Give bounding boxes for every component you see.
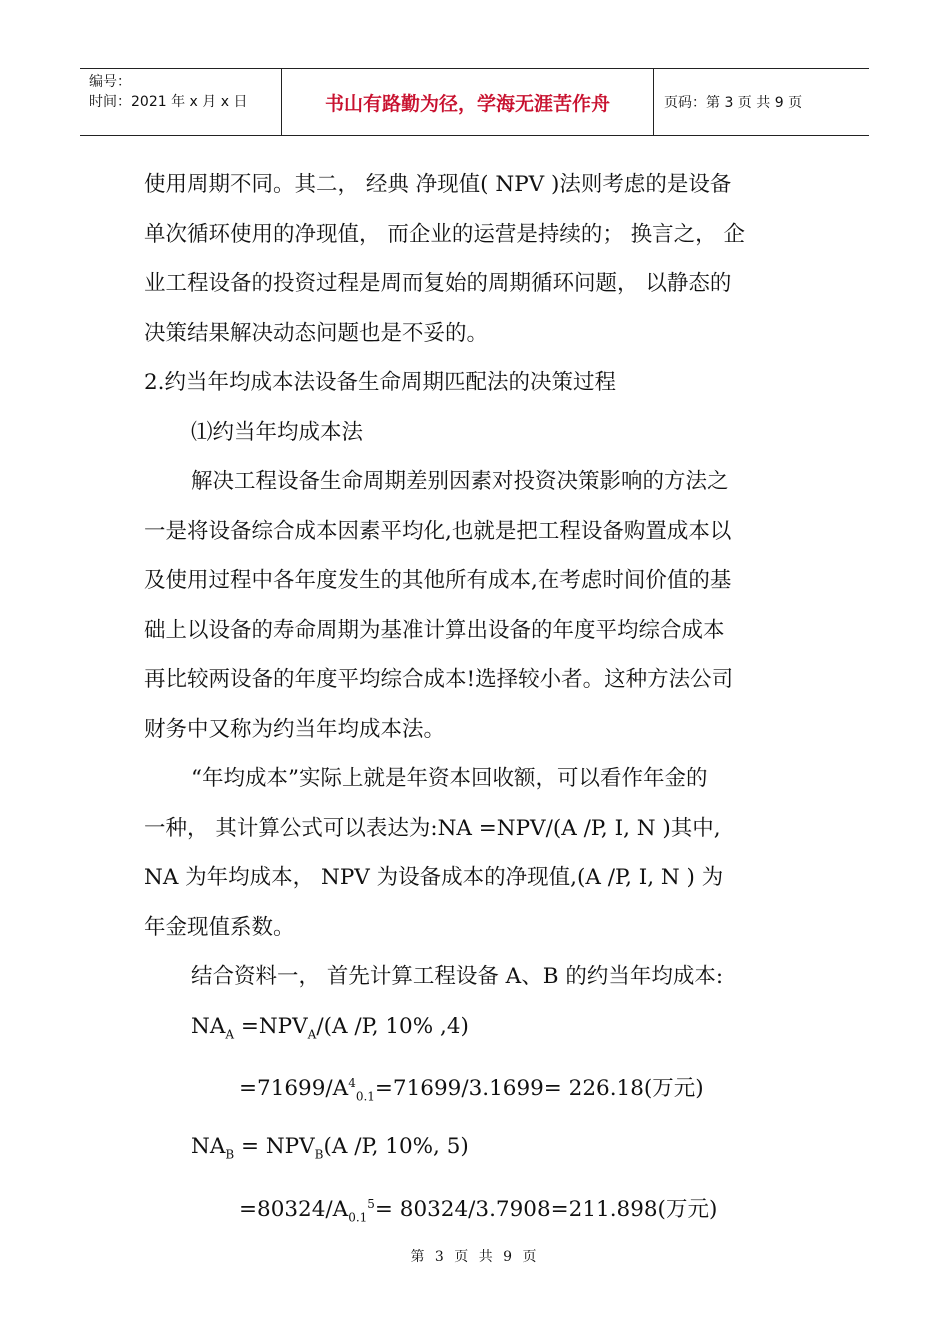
formula-text: =71699/A: [239, 1076, 349, 1102]
body-line: 一是将设备综合成本因素平均化,也就是把工程设备购置成本以: [144, 518, 732, 544]
formula-text: NA: [191, 1013, 226, 1039]
body-line: NA 为年均成本， NPV 为设备成本的净现值,(A /P, I, N ) 为: [144, 865, 724, 890]
body-line: 使用周期不同。其二， 经典 净现值( NPV )法则考虑的是设备: [144, 172, 732, 197]
time-label: 时间：2021 年 x 月 x 日: [89, 94, 248, 110]
formula-text: =NPV: [234, 1013, 308, 1039]
formula-line-na-a: [144, 1002, 809, 1060]
formula-text: = 80324/3.7908=211.898(万元): [374, 1197, 718, 1223]
formula-sub: 0.1: [355, 1089, 375, 1104]
body-line: 财务中又称为约当年均成本法。: [144, 716, 446, 742]
header-motto: 书山有路勤为径，学海无涯苦作舟: [282, 69, 654, 135]
body-line: “年均成本”实际上就是年资本回收额，可以看作年金的: [191, 766, 708, 791]
formula-line-na-b-result: [144, 1180, 809, 1243]
header-page-number: 页码：第 3 页 共 9 页: [664, 95, 803, 111]
page-footer: 第 3 页 共 9 页: [410, 1249, 540, 1265]
body-line: 结合资料一， 首先计算工程设备 A、B 的约当年均成本:: [191, 964, 724, 989]
body-line: 一种， 其计算公式可以表达为:NA =NPV/(A /P, I, N )其中,: [144, 815, 721, 841]
formula-text: (A /P, 10%, 5): [323, 1134, 469, 1160]
document-body: [144, 160, 809, 1243]
body-line: 解决工程设备生命周期差别因素对投资决策影响的方法之: [191, 469, 729, 494]
formula-sub: A: [225, 1026, 235, 1041]
page-header: [80, 68, 869, 136]
formula-text: NA: [191, 1134, 226, 1160]
body-line: 及使用过程中各年度发生的其他所有成本,在考虑时间价值的基: [144, 568, 732, 593]
formula-text: /(A /P, 10% ,4): [316, 1013, 469, 1039]
formula-sub: B: [225, 1147, 235, 1162]
body-line: 年金现值系数。: [144, 914, 295, 940]
serial-label: 编号：: [89, 74, 131, 90]
formula-sup: 4: [348, 1076, 356, 1091]
formula-line-na-b: [144, 1122, 809, 1180]
formula-sub: A: [307, 1026, 317, 1041]
header-meta: [80, 69, 282, 135]
body-line: 单次循环使用的净现值， 而企业的运营是持续的； 换言之， 企: [144, 221, 746, 247]
body-line: 再比较两设备的年度平均综合成本!选择较小者。这种方法公司: [144, 667, 734, 692]
formula-text: =71699/3.1699= 226.18(万元): [374, 1076, 704, 1102]
formula-sup: 5: [367, 1197, 375, 1212]
body-line: 业工程设备的投资过程是周而复始的周期循环问题， 以静态的: [144, 271, 732, 296]
formula-text: = NPV: [234, 1134, 315, 1160]
body-line: 决策结果解决动态问题也是不妥的。: [144, 320, 489, 346]
formula-sub: 0.1: [348, 1210, 368, 1225]
formula-sub: B: [314, 1147, 324, 1162]
formula-text: =80324/A: [239, 1197, 349, 1223]
section-heading: 2.约当年均成本法设备生命周期匹配法的决策过程: [144, 370, 617, 395]
body-line: 础上以设备的寿命周期为基准计算出设备的年度平均综合成本: [144, 617, 725, 643]
subsection-heading: ⑴约当年均成本法: [191, 419, 364, 445]
formula-line-na-a-result: [144, 1059, 809, 1122]
